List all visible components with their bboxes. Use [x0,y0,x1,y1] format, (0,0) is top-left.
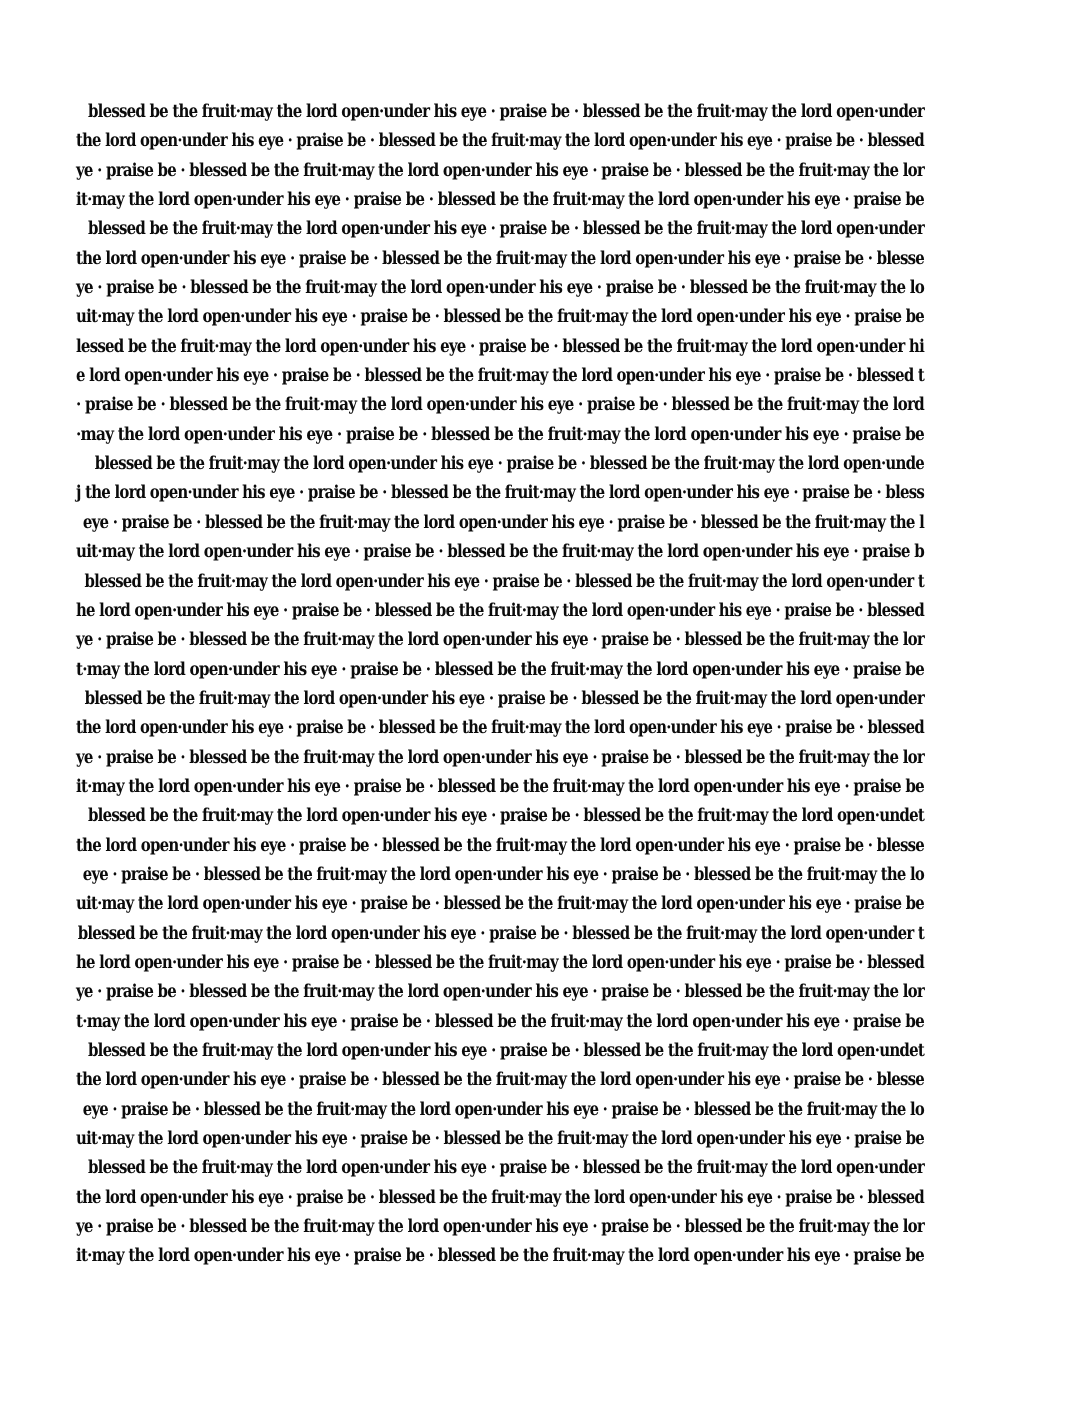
text-line [76,450,924,479]
text-line-content: blessed be the fruit·may the lord open·under his eye · praise be · blessed be the fruit·may the lord open·under [87,102,925,122]
text-line-content: uit·may the lord open·under his eye · praise be · blessed be the fruit·may the lord open·under his eye · praise b [76,542,924,563]
text-line-content: blessed be the fruit·may the lord open·under his eye · praise be · blessed be the fruit·may the lord open·under [84,688,924,709]
text-line-content: ye · praise be · blessed be the fruit·may the lord open·under his eye · praise be · blessed be the fruit·may the lor [76,1217,924,1238]
text-line [76,1037,924,1066]
text-line [76,1242,924,1271]
text-line-content: blessed be the fruit·may the lord open·under his eye · praise be · blessed be the fruit·may the lord open·under t [77,923,925,944]
text-line-content: ye · praise be · blessed be the fruit·may the lord open·under his eye · praise be · blessed be the fruit·may the lo [76,278,925,299]
text-line-content: j the lord open·under his eye · praise be · blessed be the fruit·may the lord open·under his eye · praise be · bless [76,483,925,504]
text-line-content: uit·may the lord open·under his eye · praise be · blessed be the fruit·may the lord open·under his eye · praise be [76,1129,925,1150]
text-line-content: the lord open·under his eye · praise be · blessed be the fruit·may the lord open·under his eye · praise be · blessed [76,718,924,739]
text-line-content: · praise be · blessed be the fruit·may the lord open·under his eye · praise be · blessed be the fruit·may the lord [76,395,924,416]
text-line-content: he lord open·under his eye · praise be · blessed be the fruit·may the lord open·under his eye · praise be · blessed [76,600,924,621]
text-line [76,274,924,303]
text-line [76,744,924,773]
text-line [76,1125,924,1154]
text-line-content: he lord open·under his eye · praise be · blessed be the fruit·may the lord open·under his eye · praise be · blessed [76,952,924,973]
text-line [76,362,924,391]
text-line [76,802,924,831]
text-line-content: uit·may the lord open·under his eye · praise be · blessed be the fruit·may the lord open·under his eye · praise be [76,894,925,915]
text-line-content: it·may the lord open·under his eye · praise be · blessed be the fruit·may the lord open·under his eye · praise be [76,1246,924,1267]
text-line-content: it·may the lord open·under his eye · praise be · blessed be the fruit·may the lord open·under his eye · praise be [76,776,924,797]
text-line-content: blessed be the fruit·may the lord open·under his eye · praise be · blessed be the fruit·may the lord open·undet [87,806,925,827]
text-line [76,303,924,332]
text-line-content: the lord open·under his eye · praise be · blessed be the fruit·may the lord open·under his eye · praise be · blessed [76,131,924,152]
text-line [76,861,924,890]
text-line-content: t·may the lord open·under his eye · praise be · blessed be the fruit·may the lord open·under his eye · praise be [76,659,924,680]
text-line-content: eye · praise be · blessed be the fruit·may the lord open·under his eye · praise be · blessed be the fruit·may the lo [82,864,924,885]
text-line-content: ye · praise be · blessed be the fruit·may the lord open·under his eye · praise be · blessed be the fruit·may the lor [76,747,924,768]
text-line [76,949,924,978]
text-line-content: lessed be the fruit·may the lord open·under his eye · praise be · blessed be the fruit·may the lord open·under hi [76,336,924,357]
text-line [76,1184,924,1213]
text-line [76,1213,924,1242]
text-line [76,978,924,1007]
text-line [76,597,924,626]
text-line [76,509,924,538]
text-line-content: blessed be the fruit·may the lord open·under his eye · praise be · blessed be the fruit·may the lord open·undet [87,1041,925,1061]
text-line [76,714,924,743]
text-line [76,656,924,685]
text-line-content: e lord open·under his eye · praise be · blessed be the fruit·may the lord open·under his eye · praise be · blessed t [76,366,925,387]
text-line [76,685,924,714]
text-line [76,421,924,450]
text-line [76,186,924,215]
text-line [76,157,924,186]
text-line [76,626,924,655]
text-line-content: ye · praise be · blessed be the fruit·may the lord open·under his eye · praise be · blessed be the fruit·may the lor [76,630,924,651]
text-line-content: the lord open·under his eye · praise be · blessed be the fruit·may the lord open·under his eye · praise be · blessed [76,1187,924,1208]
text-line-content: ·may the lord open·under his eye · praise be · blessed be the fruit·may the lord open·under his eye · praise be [76,424,924,445]
text-line-content: the lord open·under his eye · praise be · blessed be the fruit·may the lord open·under his eye · praise be · blesse [76,835,925,856]
text-line-content: it·may the lord open·under his eye · praise be · blessed be the fruit·may the lord open·under his eye · praise be [76,190,924,211]
text-line [76,1096,924,1125]
text-line-content: eye · praise be · blessed be the fruit·may the lord open·under his eye · praise be · blessed be the fruit·may the lo [82,1099,924,1120]
text-line [76,920,924,949]
text-line-content: blessed be the fruit·may the lord open·under his eye · praise be · blessed be the fruit·may the lord open·under [87,1158,925,1179]
text-line [76,215,924,244]
text-line [76,333,924,362]
text-line-content: blessed be the fruit·may the lord open·under his eye · praise be · blessed be the fruit·may the lord open·under t [84,571,924,592]
text-block [76,98,925,1267]
text-line-content: the lord open·under his eye · praise be · blessed be the fruit·may the lord open·under his eye · praise be · blesse [76,248,925,269]
text-line [76,1008,924,1037]
text-line-content: uit·may the lord open·under his eye · praise be · blessed be the fruit·may the lord open·under his eye · praise be [76,307,925,328]
text-line-content: t·may the lord open·under his eye · praise be · blessed be the fruit·may the lord open·under his eye · praise be [76,1011,924,1032]
text-line-content: the lord open·under his eye · praise be · blessed be the fruit·may the lord open·under his eye · praise be · blesse [76,1070,925,1091]
text-line [76,773,924,802]
text-line [76,538,924,567]
text-line [76,98,924,127]
text-line [76,832,924,861]
text-line-content: ye · praise be · blessed be the fruit·may the lord open·under his eye · praise be · blessed be the fruit·may the lor [76,160,924,181]
text-line-content: blessed be the fruit·may the lord open·under his eye · praise be · blessed be the fruit·may the lord open·under [87,219,925,240]
text-line [76,127,924,156]
text-line [76,568,924,597]
text-line [76,245,924,274]
text-line [76,479,924,508]
text-line-content: ye · praise be · blessed be the fruit·may the lord open·under his eye · praise be · blessed be the fruit·may the lor [76,982,924,1003]
text-line [76,1066,924,1095]
text-line-content: blessed be the fruit·may the lord open·under his eye · praise be · blessed be the fruit·may the lord open·unde [94,454,925,475]
text-line [76,391,924,420]
text-line [76,890,924,919]
text-line [76,1154,924,1183]
text-line-content: eye · praise be · blessed be the fruit·may the lord open·under his eye · praise be · blessed be the fruit·may the l [82,512,925,533]
